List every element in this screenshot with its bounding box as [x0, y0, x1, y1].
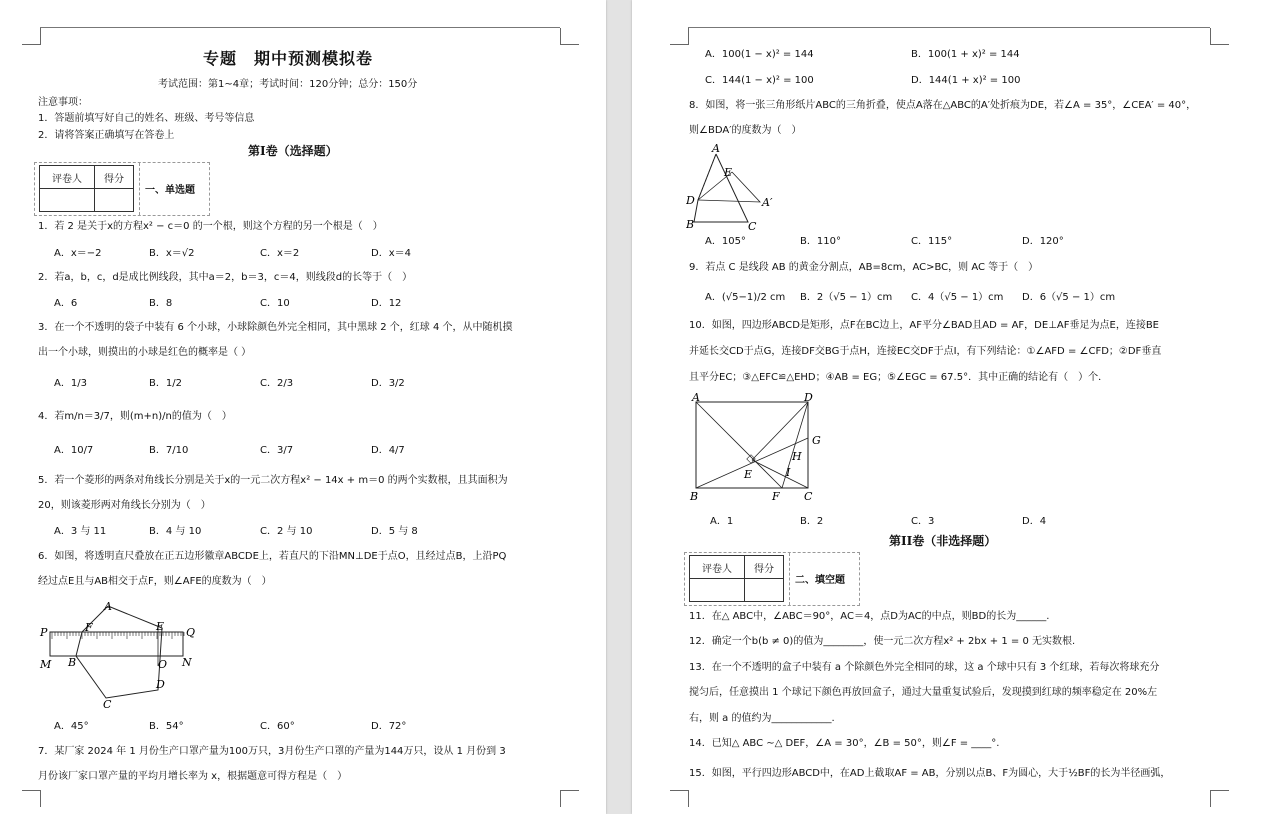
grading-divider [139, 163, 140, 215]
fig-label: D [156, 678, 165, 691]
segment-af [696, 402, 782, 488]
option-d[interactable]: D．x＝4 [371, 248, 411, 259]
grading-box [34, 162, 210, 216]
option-b[interactable]: B．1/2 [149, 378, 182, 389]
question-stem: 月份该厂家口罩产量的平均月增长率为 x，根据题意可得方程是（ ） [38, 771, 348, 782]
question-stem: 出一个小球，则摸出的小球是红色的概率是（ ） [38, 347, 252, 358]
fig-label: M [40, 658, 52, 671]
grading-table [39, 165, 134, 212]
fig-label: C [804, 490, 813, 503]
fig-label: P [40, 626, 48, 639]
crop-mark [560, 790, 579, 807]
option-a[interactable]: A．100(1 − x)² = 144 [705, 49, 814, 60]
option-a[interactable]: A．(√5−1)/2 cm [705, 292, 786, 303]
triangle-abc [694, 154, 748, 222]
fig-label: F [85, 621, 93, 634]
fig-label: B [68, 656, 77, 669]
option-d[interactable]: D．5 与 8 [371, 526, 418, 537]
option-b[interactable]: B．54° [149, 721, 184, 732]
question-stem: 则∠BDA′的度数为（ ） [689, 125, 802, 136]
fig-label: G [812, 434, 821, 447]
score-blank[interactable] [95, 189, 134, 212]
fig-label: E [156, 620, 165, 633]
crop-mark [1210, 790, 1229, 807]
page-right [632, 0, 1280, 814]
grading-box [684, 552, 860, 606]
crop-mark [22, 790, 41, 807]
question-stem: 2．若a，b，c，d是成比例线段，其中a＝2，b＝3，c＝4，则线段d的长等于（ ） [38, 272, 413, 283]
question-stem: 7．某厂家 2024 年 1 月份生产口罩产量为100万只，3月份生产口罩的产量为144万只，设从 1 月份到 3 [38, 746, 506, 757]
crop-mark [670, 28, 689, 45]
option-c[interactable]: C．60° [260, 721, 295, 732]
option-c[interactable]: C．3/7 [260, 445, 294, 456]
note-item: 1．答题前填写好自己的姓名、班级、考号等信息 [38, 113, 255, 124]
option-c[interactable]: C．10 [260, 298, 290, 309]
fig-label: I [786, 466, 791, 479]
option-a[interactable]: A．10/7 [54, 445, 94, 456]
note-item: 2．请将答案正确填写在答卷上 [38, 130, 175, 141]
option-d[interactable]: D．6（√5 − 1）cm [1022, 292, 1116, 303]
page-top-rule [688, 27, 1210, 28]
question-stem: 且平分EC；③△EFC≌△EHD；④AB = EG；⑤∠EGC = 67.5°．其中正确的结论有（ ）个． [689, 372, 1109, 383]
grader-cell: 评卷人 [690, 556, 745, 579]
option-a[interactable]: A．1/3 [54, 378, 87, 389]
section-title: 第I卷（选择题） [248, 144, 338, 158]
grading-table [689, 555, 784, 602]
fig-label: A [104, 600, 112, 613]
question-stem: 20，则该菱形两对角线长分别为（ ） [38, 500, 211, 511]
option-a[interactable]: A．x＝−2 [54, 248, 102, 259]
score-cell: 得分 [95, 166, 134, 189]
option-c[interactable]: C．2 与 10 [260, 526, 313, 537]
option-c[interactable]: C．4（√5 − 1）cm [911, 292, 1004, 303]
fig-label: E [724, 166, 733, 179]
fig-label: B [690, 490, 699, 503]
score-cell: 得分 [745, 556, 784, 579]
option-b[interactable]: B．100(1 + x)² = 144 [911, 49, 1020, 60]
grader-cell: 评卷人 [40, 166, 95, 189]
option-a[interactable]: A．45° [54, 721, 89, 732]
question-stem: 5．若一个菱形的两条对角线长分别是关于x的一元二次方程x² − 14x + m＝0 的两个实数根，且其面积为 [38, 475, 508, 486]
part-label: 一、单选题 [145, 185, 195, 196]
option-d[interactable]: D．3/2 [371, 378, 405, 389]
option-c[interactable]: C．144(1 − x)² = 100 [705, 75, 814, 86]
fig-label: H [792, 450, 802, 463]
option-a[interactable]: A．6 [54, 298, 78, 309]
crop-mark [1210, 28, 1229, 45]
question-stem: 11．在△ ABC中，∠ABC＝90°，AC＝4，点D为AC的中点，则BD的长为______. [689, 611, 1050, 622]
option-d[interactable]: D．12 [371, 298, 402, 309]
figure-triangle-fold [686, 142, 782, 234]
crop-mark [670, 790, 689, 807]
page-top-rule [40, 27, 560, 28]
segment-ec [752, 460, 808, 488]
notes-heading: 注意事项： [38, 97, 88, 108]
question-stem: 并延长交CD于点G，连接DF交BG于点H，连接EC交DF于点I，有下列结论：①∠AFD = ∠CFD；②DF垂直 [689, 346, 1162, 357]
crop-mark [22, 28, 41, 45]
fig-label: A [712, 142, 720, 155]
grading-divider [789, 553, 790, 605]
grader-blank[interactable] [690, 579, 745, 602]
option-b[interactable]: B．2 [800, 516, 824, 527]
option-c[interactable]: C．2/3 [260, 378, 294, 389]
question-stem: 4．若m/n＝3/7，则(m+n)/n的值为（ ） [38, 411, 232, 422]
fig-label: A [692, 392, 700, 404]
ruler-ticks [52, 632, 184, 639]
fig-label: N [182, 656, 192, 669]
question-stem: 6．如图，将透明直尺叠放在正五边形徽章ABCDE上，若直尺的下沿MN⊥DE于点O，且经过点B，上沿PQ [38, 551, 507, 562]
question-stem: 15．如图，平行四边形ABCD中，在AD上截取AF = AB，分别以点B、F为圆心，大于½BF的长为半径画弧， [689, 768, 1171, 779]
fig-label: Q [186, 626, 196, 639]
question-stem: 14．已知△ ABC ∼△ DEF，∠A = 30°，∠B = 50°，则∠F = ____°. [689, 738, 1000, 749]
fig-label: B [686, 218, 695, 231]
option-a[interactable]: A．3 与 11 [54, 526, 107, 537]
question-stem: 12．确定一个b(b ≠ 0)的值为________，使一元二次方程x² + 2bx + 1 = 0 无实数根. [689, 636, 1076, 647]
question-stem: 8．如图，将一张三角形纸片ABC的三角折叠，使点A落在△ABC的A′处折痕为DE，若∠A = 35°，∠CEA′ = 40°， [689, 100, 1197, 111]
fig-label: D [686, 194, 695, 207]
option-d[interactable]: D．72° [371, 721, 407, 732]
question-stem: 1．若 2 是关于x的方程x² − c＝0 的一个根，则这个方程的另一个根是（ ） [38, 221, 383, 232]
option-c[interactable]: C．x＝2 [260, 248, 300, 259]
grader-blank[interactable] [40, 189, 95, 212]
fig-label: E [744, 468, 753, 481]
option-b[interactable]: B．8 [149, 298, 173, 309]
option-b[interactable]: B．4 与 10 [149, 526, 202, 537]
part-label: 二、填空题 [795, 575, 845, 586]
fig-label: A′ [762, 196, 773, 209]
fig-label: F [772, 490, 780, 503]
option-b[interactable]: B．7/10 [149, 445, 189, 456]
fig-label: C [103, 698, 112, 710]
option-d[interactable]: D．120° [1022, 236, 1064, 247]
question-stem: 3．在一个不透明的袋子中装有 6 个小球，小球除颜色外完全相同，其中黑球 2 个，红球 4 个，从中随机摸 [38, 322, 513, 333]
question-stem: 9．若点 C 是线段 AB 的黄金分割点，AB=8cm，AC>BC，则 AC 等于（ ） [689, 262, 1039, 273]
option-d[interactable]: D．4 [1022, 516, 1047, 527]
fig-label: D [804, 392, 813, 404]
option-c[interactable]: C．3 [911, 516, 935, 527]
option-b[interactable]: B．2（√5 − 1）cm [800, 292, 893, 303]
page-title: 专题 期中预测模拟卷 [203, 49, 374, 68]
question-stem: 13．在一个不透明的盒子中装有 a 个除颜色外完全相同的球，这 a 个球中只有 3 个红球，若每次将球充分 [689, 662, 1160, 673]
figure-ruler-pentagon [38, 598, 198, 710]
option-a[interactable]: A．105° [705, 236, 746, 247]
exam-info: 考试范围：第1~4章；考试时间：120分钟；总分：150分 [158, 79, 418, 90]
option-b[interactable]: B．110° [800, 236, 841, 247]
question-stem: 10．如图，四边形ABCD是矩形，点F在BC边上，AF平分∠BAD且AD = AF，DE⊥AF垂足为点E，连接BE [689, 320, 1159, 331]
figure-rectangle [686, 392, 836, 504]
section-title: 第II卷（非选择题） [889, 534, 997, 548]
option-d[interactable]: D．144(1 + x)² = 100 [911, 75, 1021, 86]
question-stem: 搅匀后，任意摸出 1 个球记下颜色再放回盒子，通过大量重复试验后，发现摸到红球的频率稳定在 20%左 [689, 687, 1158, 698]
page-left [0, 0, 606, 814]
question-stem: 右，则 a 的值约为____________. [689, 713, 835, 724]
option-d[interactable]: D．4/7 [371, 445, 405, 456]
fig-label: C [748, 220, 757, 233]
score-blank[interactable] [745, 579, 784, 602]
option-c[interactable]: C．115° [911, 236, 953, 247]
option-b[interactable]: B．x＝√2 [149, 248, 195, 259]
pentagon [76, 606, 165, 698]
crop-mark [560, 28, 579, 45]
fig-label: O [158, 658, 168, 671]
question-stem: 经过点E且与AB相交于点F，则∠AFE的度数为（ ） [38, 576, 272, 587]
option-a[interactable]: A．1 [710, 516, 734, 527]
